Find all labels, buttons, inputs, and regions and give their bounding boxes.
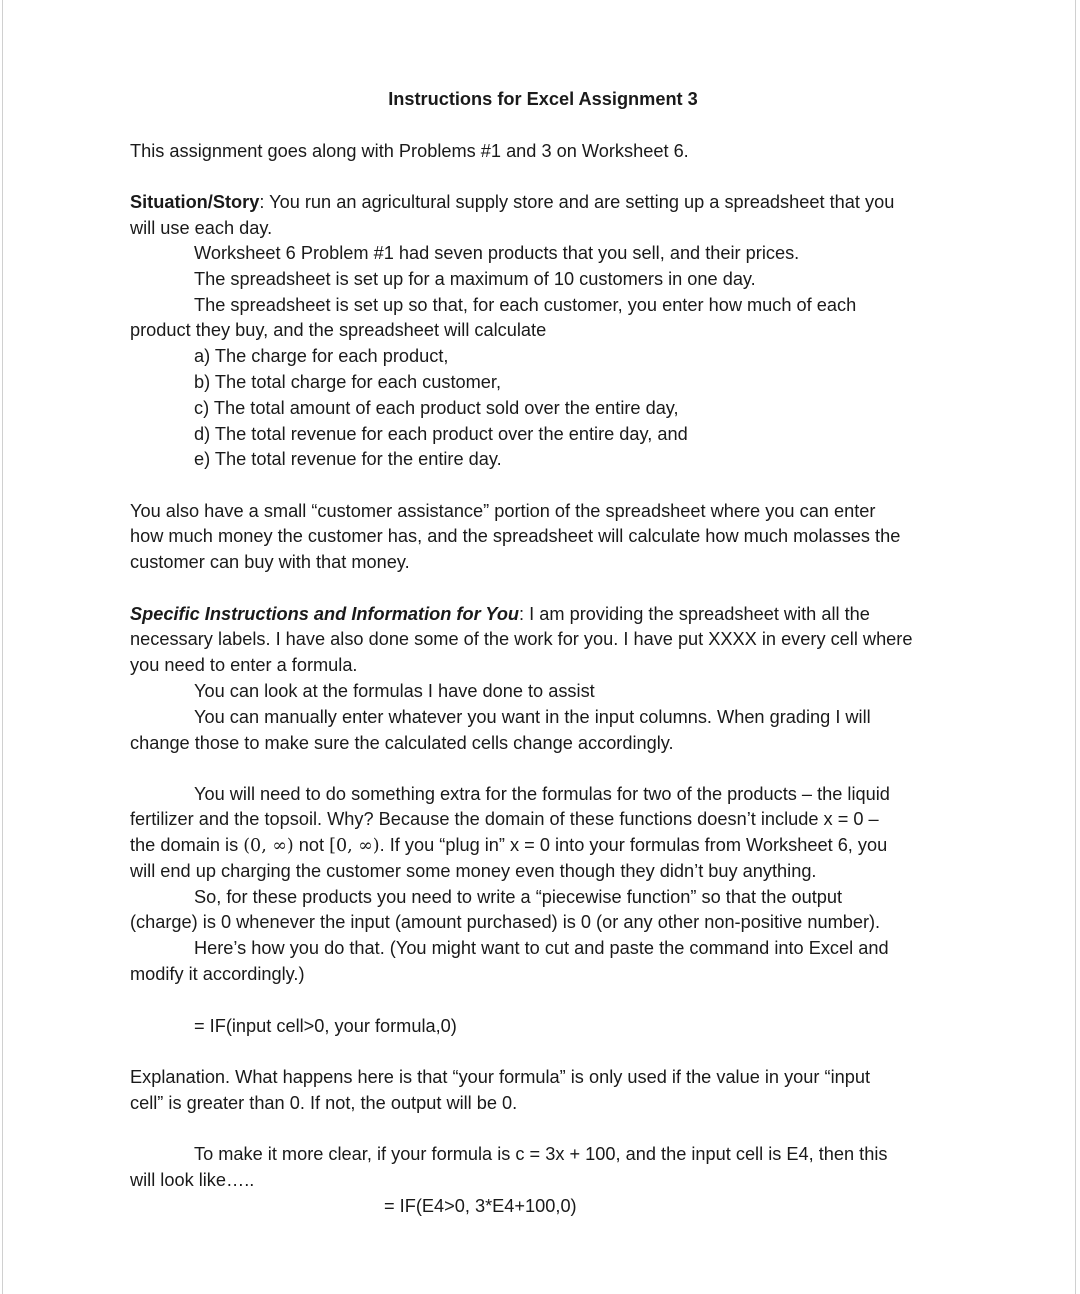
situation-line-6: product they buy, and the spreadsheet will calculate bbox=[130, 320, 547, 340]
explanation-line-1: Explanation. What happens here is that “your formula” is only used if the value in your “input bbox=[130, 1067, 871, 1087]
extra-line-8: modify it accordingly.) bbox=[130, 964, 305, 984]
list-item: c) The total amount of each product sold over the entire day, bbox=[194, 398, 679, 418]
document-page bbox=[2, 0, 1076, 1294]
page-title: Instructions for Excel Assignment 3 bbox=[388, 89, 698, 109]
extra-line-2: fertilizer and the topsoil. Why? Because the domain of these functions doesn’t include x = 0 – bbox=[130, 809, 879, 829]
assistance-line-2: how much money the customer has, and the spreadsheet will calculate how much molasses the bbox=[130, 526, 901, 546]
generic-formula: = IF(input cell>0, your formula,0) bbox=[194, 1016, 457, 1036]
extra-line-1: You will need to do something extra for the formulas for two of the products – the liquid bbox=[194, 784, 890, 804]
assistance-line-1: You also have a small “customer assistance” portion of the spreadsheet where you can enter bbox=[130, 501, 876, 521]
list-item: e) The total revenue for the entire day. bbox=[194, 449, 502, 469]
specific-line-6: change those to make sure the calculated cells change accordingly. bbox=[130, 733, 674, 753]
specific-line-4: You can look at the formulas I have done to assist bbox=[194, 681, 595, 701]
extra-line-7: Here’s how you do that. (You might want to cut and paste the command into Excel and bbox=[194, 938, 889, 958]
open-interval: (0, ∞) bbox=[243, 836, 294, 856]
extra-line-5: So, for these products you need to write a “piecewise function” so that the output bbox=[194, 887, 843, 907]
situation-line-1: Situation/Story: You run an agricultural supply store and are setting up a spreadsheet that you bbox=[130, 192, 895, 212]
situation-line-3: Worksheet 6 Problem #1 had seven products that you sell, and their prices. bbox=[194, 243, 800, 263]
specific-line-5: You can manually enter whatever you want in the input columns. When grading I will bbox=[194, 707, 871, 727]
specific-line-2: necessary labels. I have also done some of the work for you. I have put XXXX in every cell where bbox=[130, 629, 913, 649]
list-item: d) The total revenue for each product over the entire day, and bbox=[194, 424, 688, 444]
assistance-line-3: customer can buy with that money. bbox=[130, 552, 410, 572]
situation-heading: Situation/Story bbox=[130, 192, 260, 212]
example-formula: = IF(E4>0, 3*E4+100,0) bbox=[384, 1196, 577, 1216]
specific-heading: Specific Instructions and Information for You bbox=[130, 604, 520, 624]
intro-paragraph: This assignment goes along with Problems #1 and 3 on Worksheet 6. bbox=[130, 141, 689, 161]
extra-line-3: the domain is (0, ∞) not [0, ∞). If you “plug in” x = 0 into your formulas from Worksheet 6, you bbox=[130, 835, 888, 856]
list-item: b) The total charge for each customer, bbox=[194, 372, 501, 392]
specific-line-1: Specific Instructions and Information for You: I am providing the spreadsheet with all the bbox=[130, 604, 870, 624]
situation-line-5: The spreadsheet is set up so that, for each customer, you enter how much of each bbox=[194, 295, 857, 315]
extra-line-6: (charge) is 0 whenever the input (amount purchased) is 0 (or any other non-positive number). bbox=[130, 912, 881, 932]
half-open-interval: [0, ∞) bbox=[329, 836, 380, 856]
extra-line-4: will end up charging the customer some money even though they didn’t buy anything. bbox=[130, 861, 817, 881]
list-item: a) The charge for each product, bbox=[194, 346, 449, 366]
example-line-2: will look like….. bbox=[130, 1170, 255, 1190]
explanation-line-2: cell” is greater than 0. If not, the output will be 0. bbox=[130, 1093, 518, 1113]
example-line-1: To make it more clear, if your formula is c = 3x + 100, and the input cell is E4, then this bbox=[194, 1144, 888, 1164]
situation-line-4: The spreadsheet is set up for a maximum of 10 customers in one day. bbox=[194, 269, 756, 289]
situation-line-2: will use each day. bbox=[130, 218, 273, 238]
specific-line-3: you need to enter a formula. bbox=[130, 655, 358, 675]
